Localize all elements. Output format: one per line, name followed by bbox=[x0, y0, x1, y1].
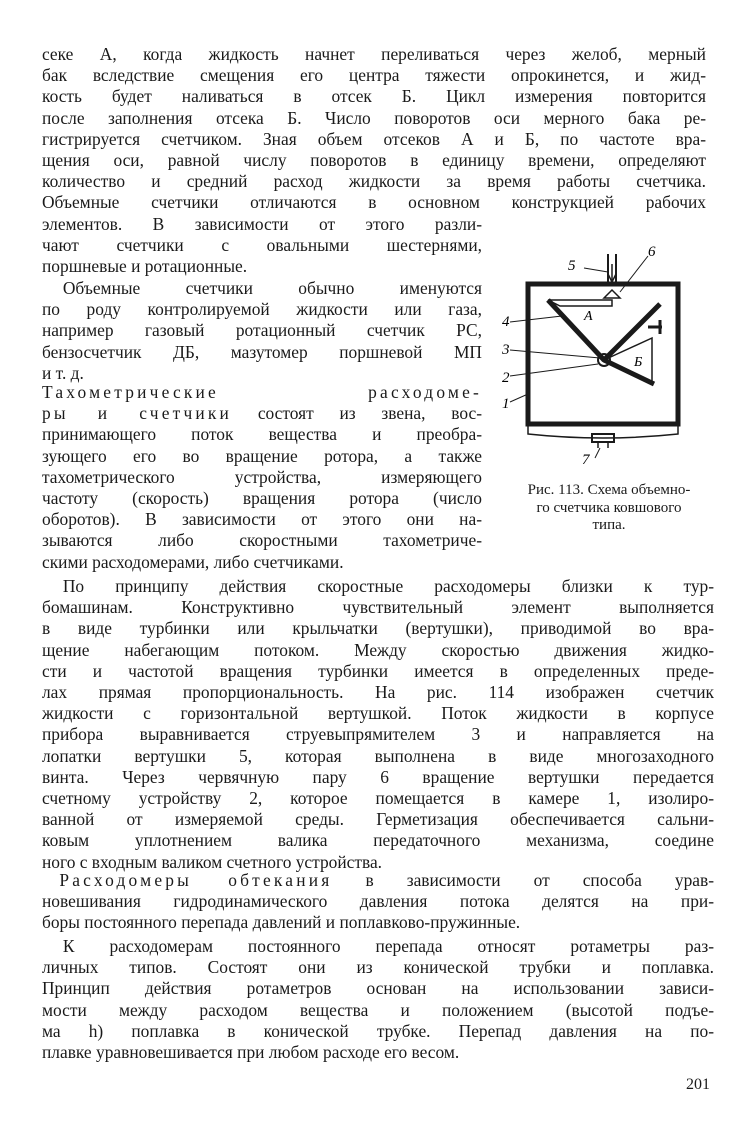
leader-7 bbox=[595, 448, 600, 458]
label-3: 3 bbox=[502, 342, 510, 358]
text-line: количество и средний расход жидкости за время работы счетчика. bbox=[42, 171, 706, 192]
paragraph-3-body bbox=[42, 424, 482, 572]
leader-5 bbox=[584, 268, 608, 272]
leader-3 bbox=[510, 350, 600, 358]
text-line: бензосчетчик ДБ, мазутомер поршневой МП bbox=[42, 341, 482, 362]
text-line: ковым уплотнением валика передаточного механизма, соедине bbox=[42, 830, 714, 851]
text-line: оборотов). В зависимости от этого они на- bbox=[42, 509, 482, 530]
text-line: мости между расходом вещества и положением (высотой подъе- bbox=[42, 999, 714, 1020]
paragraph-3-line-1 bbox=[42, 382, 482, 403]
paragraph-2 bbox=[42, 278, 482, 384]
text-line: щение набегающим потоком. Между скоростью движения жидко- bbox=[42, 639, 714, 660]
text-line: зующего его во вращение ротора, а также bbox=[42, 445, 482, 466]
text-line: секе А, когда жидкость начнет переливаться через желоб, мерный bbox=[42, 44, 706, 64]
text-line: тахометрического устройства, измеряющего bbox=[42, 466, 482, 487]
text-line: ванной от измеряемой среды. Герметизация обеспечивается сальни- bbox=[42, 809, 714, 830]
term-counters: ры и счетчики bbox=[42, 403, 233, 424]
label-5: 5 bbox=[568, 258, 576, 274]
text-line: винта. Через червячную пару 6 вращение вертушки передается bbox=[42, 766, 714, 787]
text-line: в виде турбинки или крыльчатки (вертушки), приводимой во вра- bbox=[42, 618, 714, 639]
text-line: личных типов. Состоят они из конической трубки и поплавка. bbox=[42, 957, 714, 978]
page-number: 201 bbox=[686, 1076, 710, 1093]
text-line: плавке уравновешивается при любом расходе его весом. bbox=[42, 1042, 460, 1063]
leader-6 bbox=[620, 256, 648, 292]
text-line: ма h) поплавка в конической трубке. Перепад давления на по- bbox=[42, 1020, 714, 1041]
text-line: кость будет наливаться в отсек Б. Цикл измерения повторится bbox=[42, 86, 706, 107]
text-line: боры постоянного перепада давлений и поплавково-пружинные. bbox=[42, 912, 521, 933]
text-line: лах прямая пропорциональность. На рис. 114 изображен счетчик bbox=[42, 682, 714, 703]
text-line: Принцип действия ротаметров основан на использовании зависи- bbox=[42, 978, 714, 999]
figure-housing bbox=[510, 254, 678, 458]
text-line: по роду контролируемой жидкости или газа, bbox=[42, 299, 482, 320]
caption-line-2: го счетчика ковшового bbox=[536, 499, 682, 516]
text-line: бак вследствие смещения его центра тяжести опрокинется, и жид- bbox=[42, 65, 706, 86]
caption-line-3: типа. bbox=[592, 517, 626, 534]
figure-caption bbox=[502, 482, 716, 535]
leader-1 bbox=[510, 394, 528, 402]
text-line: жидкости с горизонтальной вертушкой. Поток жидкости в корпусе bbox=[42, 703, 714, 724]
text-line: принимающего поток вещества и преобра- bbox=[42, 424, 482, 445]
text-line: поршневые и ротационные. bbox=[42, 256, 248, 277]
text-line: По принципу действия скоростные расходомеры близки к тур- bbox=[62, 576, 714, 596]
bucket-a-top bbox=[548, 300, 612, 306]
text-line: счетному устройству 2, которое помещается в камере 1, изолиро- bbox=[42, 788, 714, 809]
paragraph-5-body bbox=[42, 891, 714, 933]
paragraph-3-line-2-rest: состоят из звена, вос- bbox=[232, 403, 482, 424]
text-line: ного с входным валиком счетного устройства. bbox=[42, 851, 383, 872]
leader-2 bbox=[510, 364, 598, 376]
trough bbox=[604, 290, 620, 298]
text-line: бомашинам. Конструктивно чувствительный элемент выполняется bbox=[42, 597, 714, 618]
text-line: например газовый ротационный счетчик РС, bbox=[42, 320, 482, 341]
paragraph-5-line-1 bbox=[42, 870, 714, 891]
text-line: прибора выравнивается струевыпрямителем 3 и направляется на bbox=[42, 724, 714, 745]
paragraph-1-continued bbox=[42, 214, 482, 278]
text-line: лопатки вертушки 5, которая выполнена в виде многозаходного bbox=[42, 745, 714, 766]
text-line: Объемные счетчики обычно именуются bbox=[62, 278, 482, 298]
label-6: 6 bbox=[648, 244, 656, 260]
label-7: 7 bbox=[582, 452, 590, 467]
term-tachometric: Тахометрические расходоме- bbox=[42, 382, 482, 402]
label-4: 4 bbox=[502, 314, 510, 330]
paragraph-5 bbox=[42, 870, 714, 934]
pivot-center bbox=[602, 358, 606, 362]
label-2: 2 bbox=[502, 370, 510, 386]
text-line: скими расходомерами, либо счетчиками. bbox=[42, 551, 344, 572]
figure-113-diagram bbox=[500, 242, 720, 467]
text-line: К расходомерам постоянного перепада относят ротаметры раз- bbox=[62, 936, 714, 956]
text-line: зываются либо скоростными тахометриче- bbox=[42, 530, 482, 551]
caption-line-1: Рис. 113. Схема объемно- bbox=[527, 482, 691, 498]
text-line: Объемные счетчики отличаются в основном конструкцией рабочих bbox=[42, 192, 706, 213]
leader-4 bbox=[510, 316, 562, 322]
text-line: гистрируется счетчиком. Зная объем отсеков А и Б, по частоте вра- bbox=[42, 128, 706, 149]
paragraph-3-line-2 bbox=[42, 403, 482, 424]
paragraph-6 bbox=[42, 936, 714, 1063]
text-line: частоту (скорость) вращения ротора (число bbox=[42, 488, 482, 509]
label-compartment-a: А bbox=[584, 309, 593, 324]
paragraph-4 bbox=[42, 576, 714, 873]
paragraph-5-line-1-rest: в зависимости от способа урав- bbox=[332, 870, 714, 890]
text-line: щения оси, равной числу поворотов в единицу времени, определяют bbox=[42, 150, 706, 171]
text-line: после заполнения отсека Б. Число поворотов оси мерного бака ре- bbox=[42, 107, 706, 128]
paragraph-3 bbox=[42, 382, 482, 573]
text-line: чают счетчики с овальными шестернями, bbox=[42, 235, 482, 256]
text-line: и т. д. bbox=[42, 362, 84, 383]
term-flow-meters: Расходомеры обтекания bbox=[59, 870, 333, 890]
label-compartment-b: Б bbox=[634, 355, 643, 370]
paragraph-1 bbox=[42, 44, 706, 214]
label-1: 1 bbox=[502, 396, 510, 412]
text-line: сти и частотой вращения турбинки имеется в определенных преде- bbox=[42, 660, 714, 681]
bucket-wall-bottom bbox=[604, 360, 654, 384]
bucket-wall-left bbox=[548, 300, 604, 360]
text-line: элементов. В зависимости от этого разли- bbox=[42, 214, 482, 234]
text-line: новешивания гидродинамического давления потока делятся на при- bbox=[42, 891, 714, 912]
